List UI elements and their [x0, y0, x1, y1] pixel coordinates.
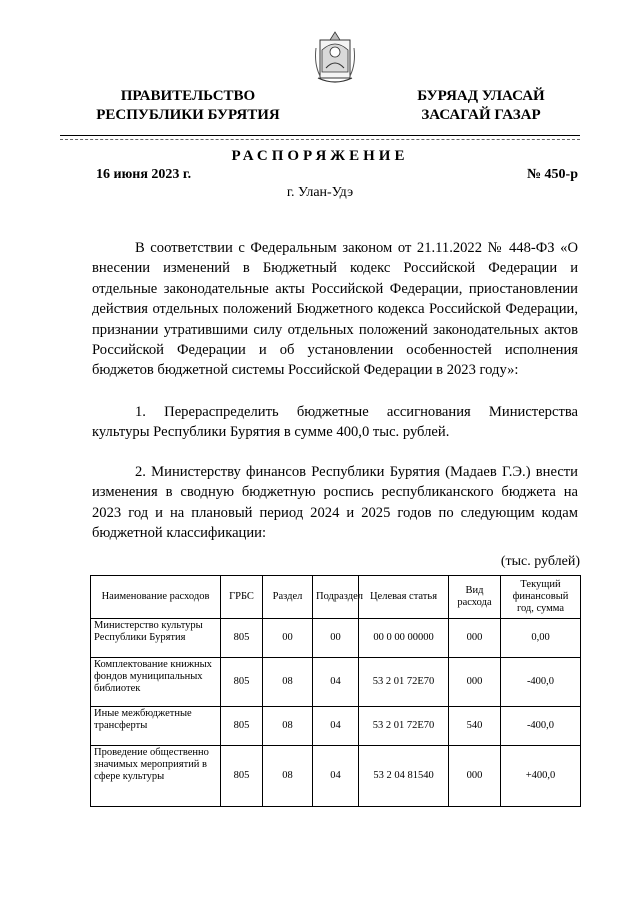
cell-subsection: 04 — [313, 707, 359, 746]
cell-amount: 0,00 — [501, 619, 581, 658]
header-amount: Текущий финансовый год, сумма — [501, 576, 581, 619]
government-name-russian-line-2: РЕСПУБЛИКИ БУРЯТИЯ — [96, 107, 280, 123]
cell-grbs: 805 — [221, 746, 263, 807]
budget-table — [90, 575, 581, 807]
header-expense-type: Вид расхода — [449, 576, 501, 619]
cell-subsection: 00 — [313, 619, 359, 658]
government-name-buryat-line-2: ЗАСАГАЙ ГАЗАР — [421, 107, 541, 123]
clause-2-paragraph: 2. Министерству финансов Республики Бурятия (Мадаев Г.Э.) внести изменения в сводную бюджетную роспись республиканского бюджета на 2023 год и на плановый период 2024 и 2025 годов по следующим кодам бюджетной классификации: — [92, 464, 578, 542]
government-name-buryat — [400, 87, 562, 125]
clause-1-paragraph: 1. Перераспределить бюджетные ассигнования Министерства культуры Республики Бурятия в сумме 400,0 тыс. рублей. — [92, 404, 578, 441]
cell-target-article: 53 2 01 72Е70 — [359, 658, 449, 707]
cell-section: 08 — [263, 707, 313, 746]
cell-section: 08 — [263, 746, 313, 807]
cell-expense-type: 000 — [449, 658, 501, 707]
header-name: Наименование расходов — [91, 576, 221, 619]
header-target-article: Целевая статья — [359, 576, 449, 619]
document-date: 16 июня 2023 г. — [96, 167, 192, 182]
coat-of-arms-icon — [312, 28, 358, 84]
cell-expense-type: 000 — [449, 746, 501, 807]
table-row — [91, 658, 581, 707]
cell-target-article: 00 0 00 00000 — [359, 619, 449, 658]
header-section: Раздел — [263, 576, 313, 619]
cell-grbs: 805 — [221, 658, 263, 707]
header-divider-solid — [60, 135, 580, 136]
cell-name: Проведение общественно значимых мероприятий в сфере культуры — [91, 746, 221, 807]
cell-name: Иные межбюджетные трансферты — [91, 707, 221, 746]
cell-target-article: 53 2 04 81540 — [359, 746, 449, 807]
cell-amount: -400,0 — [501, 658, 581, 707]
table-header-row — [91, 576, 581, 619]
units-label: (тыс. рублей) — [500, 554, 580, 569]
cell-amount: -400,0 — [501, 707, 581, 746]
cell-grbs: 805 — [221, 619, 263, 658]
government-name-russian-line-1: ПРАВИТЕЛЬСТВО — [120, 88, 256, 104]
document-city: г. Улан-Удэ — [286, 185, 354, 200]
table-row — [91, 746, 581, 807]
document-number: № 450-р — [526, 167, 578, 182]
cell-grbs: 805 — [221, 707, 263, 746]
header-grbs: ГРБС — [221, 576, 263, 619]
cell-expense-type: 000 — [449, 619, 501, 658]
header-subsection: Подраздел — [313, 576, 359, 619]
preamble-paragraph: В соответствии с Федеральным законом от 21.11.2022 № 448-ФЗ «О внесении изменений в Бюджетный кодекс Российской Федерации и отдельные законодательные акты Российской Федерации, приостановлении действия отдельных положений Бюджетного кодекса Российской Федерации, признании утратившими силу отдельных положений законодательных актов Российской Федерации и об установлении особенностей исполнения бюджетов бюджетной системы Российской Федерации в 2023 году»: — [92, 240, 578, 379]
cell-name: Министерство культуры Республики Бурятия — [91, 619, 221, 658]
document-title: РАСПОРЯЖЕНИЕ — [231, 148, 409, 164]
cell-subsection: 04 — [313, 746, 359, 807]
government-name-russian — [88, 87, 288, 125]
table-row — [91, 707, 581, 746]
cell-amount: +400,0 — [501, 746, 581, 807]
cell-target-article: 53 2 01 72Е70 — [359, 707, 449, 746]
cell-section: 00 — [263, 619, 313, 658]
header-divider-dashed — [60, 139, 580, 140]
government-name-buryat-line-1: БУРЯАД УЛАСАЙ — [417, 88, 545, 104]
cell-subsection: 04 — [313, 658, 359, 707]
cell-section: 08 — [263, 658, 313, 707]
table-row — [91, 619, 581, 658]
cell-name: Комплектование книжных фондов муниципальных библиотек — [91, 658, 221, 707]
cell-expense-type: 540 — [449, 707, 501, 746]
